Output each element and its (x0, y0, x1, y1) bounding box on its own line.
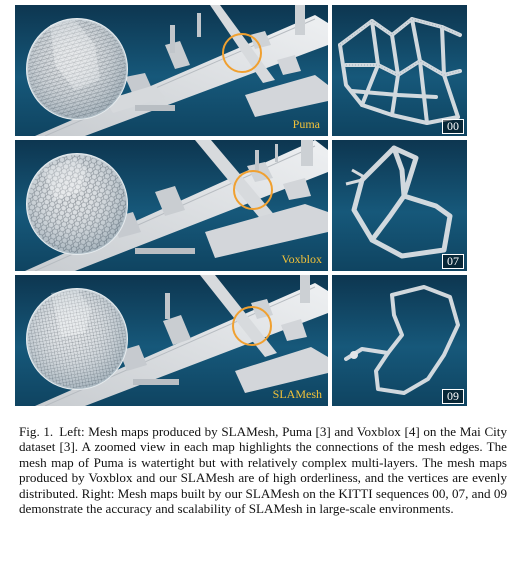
panel-label-voxblox: Voxblox (281, 252, 322, 266)
figure (15, 5, 511, 405)
figure-caption (19, 424, 507, 516)
mesh-map-panel-puma (15, 5, 328, 136)
mesh-map-panel-voxblox (15, 140, 328, 271)
panel-label-slamesh: SLAMesh (272, 387, 322, 401)
sequence-label-00: 00 (442, 119, 464, 134)
sequence-label-07: 07 (442, 254, 464, 269)
kitti-map-panel-00 (332, 5, 467, 136)
caption-text: Left: Mesh maps produced by SLAMesh, Puma [3] and Voxblox [4] on the Mai City dataset [3]. A zoomed view in each map highlights the connections of the mesh edges. The mesh map of Puma is watertight but with relatively complex multi-layers. The mesh maps produced by Voxblox and our SLAMesh are of high orderliness, and the vertices are evenly distributed. Right: Mesh maps built by our SLAMesh on the KITTI sequences 00, 07, and 09 demonstrate the accuracy and scalability of SLAMesh in large-scale environments. (19, 424, 507, 517)
kitti-trajectory-map-07 (332, 140, 467, 271)
mesh-map-scene (15, 5, 328, 136)
sequence-label-09: 09 (442, 389, 464, 404)
figure-number: Fig. 1. (19, 424, 54, 439)
kitti-trajectory-map-00 (332, 5, 467, 136)
kitti-map-panel-09 (332, 275, 467, 406)
mesh-map-panel-slamesh (15, 275, 328, 406)
kitti-trajectory-map-09 (332, 275, 467, 406)
panel-label-puma: Puma (292, 117, 320, 131)
kitti-map-panel-07 (332, 140, 467, 271)
